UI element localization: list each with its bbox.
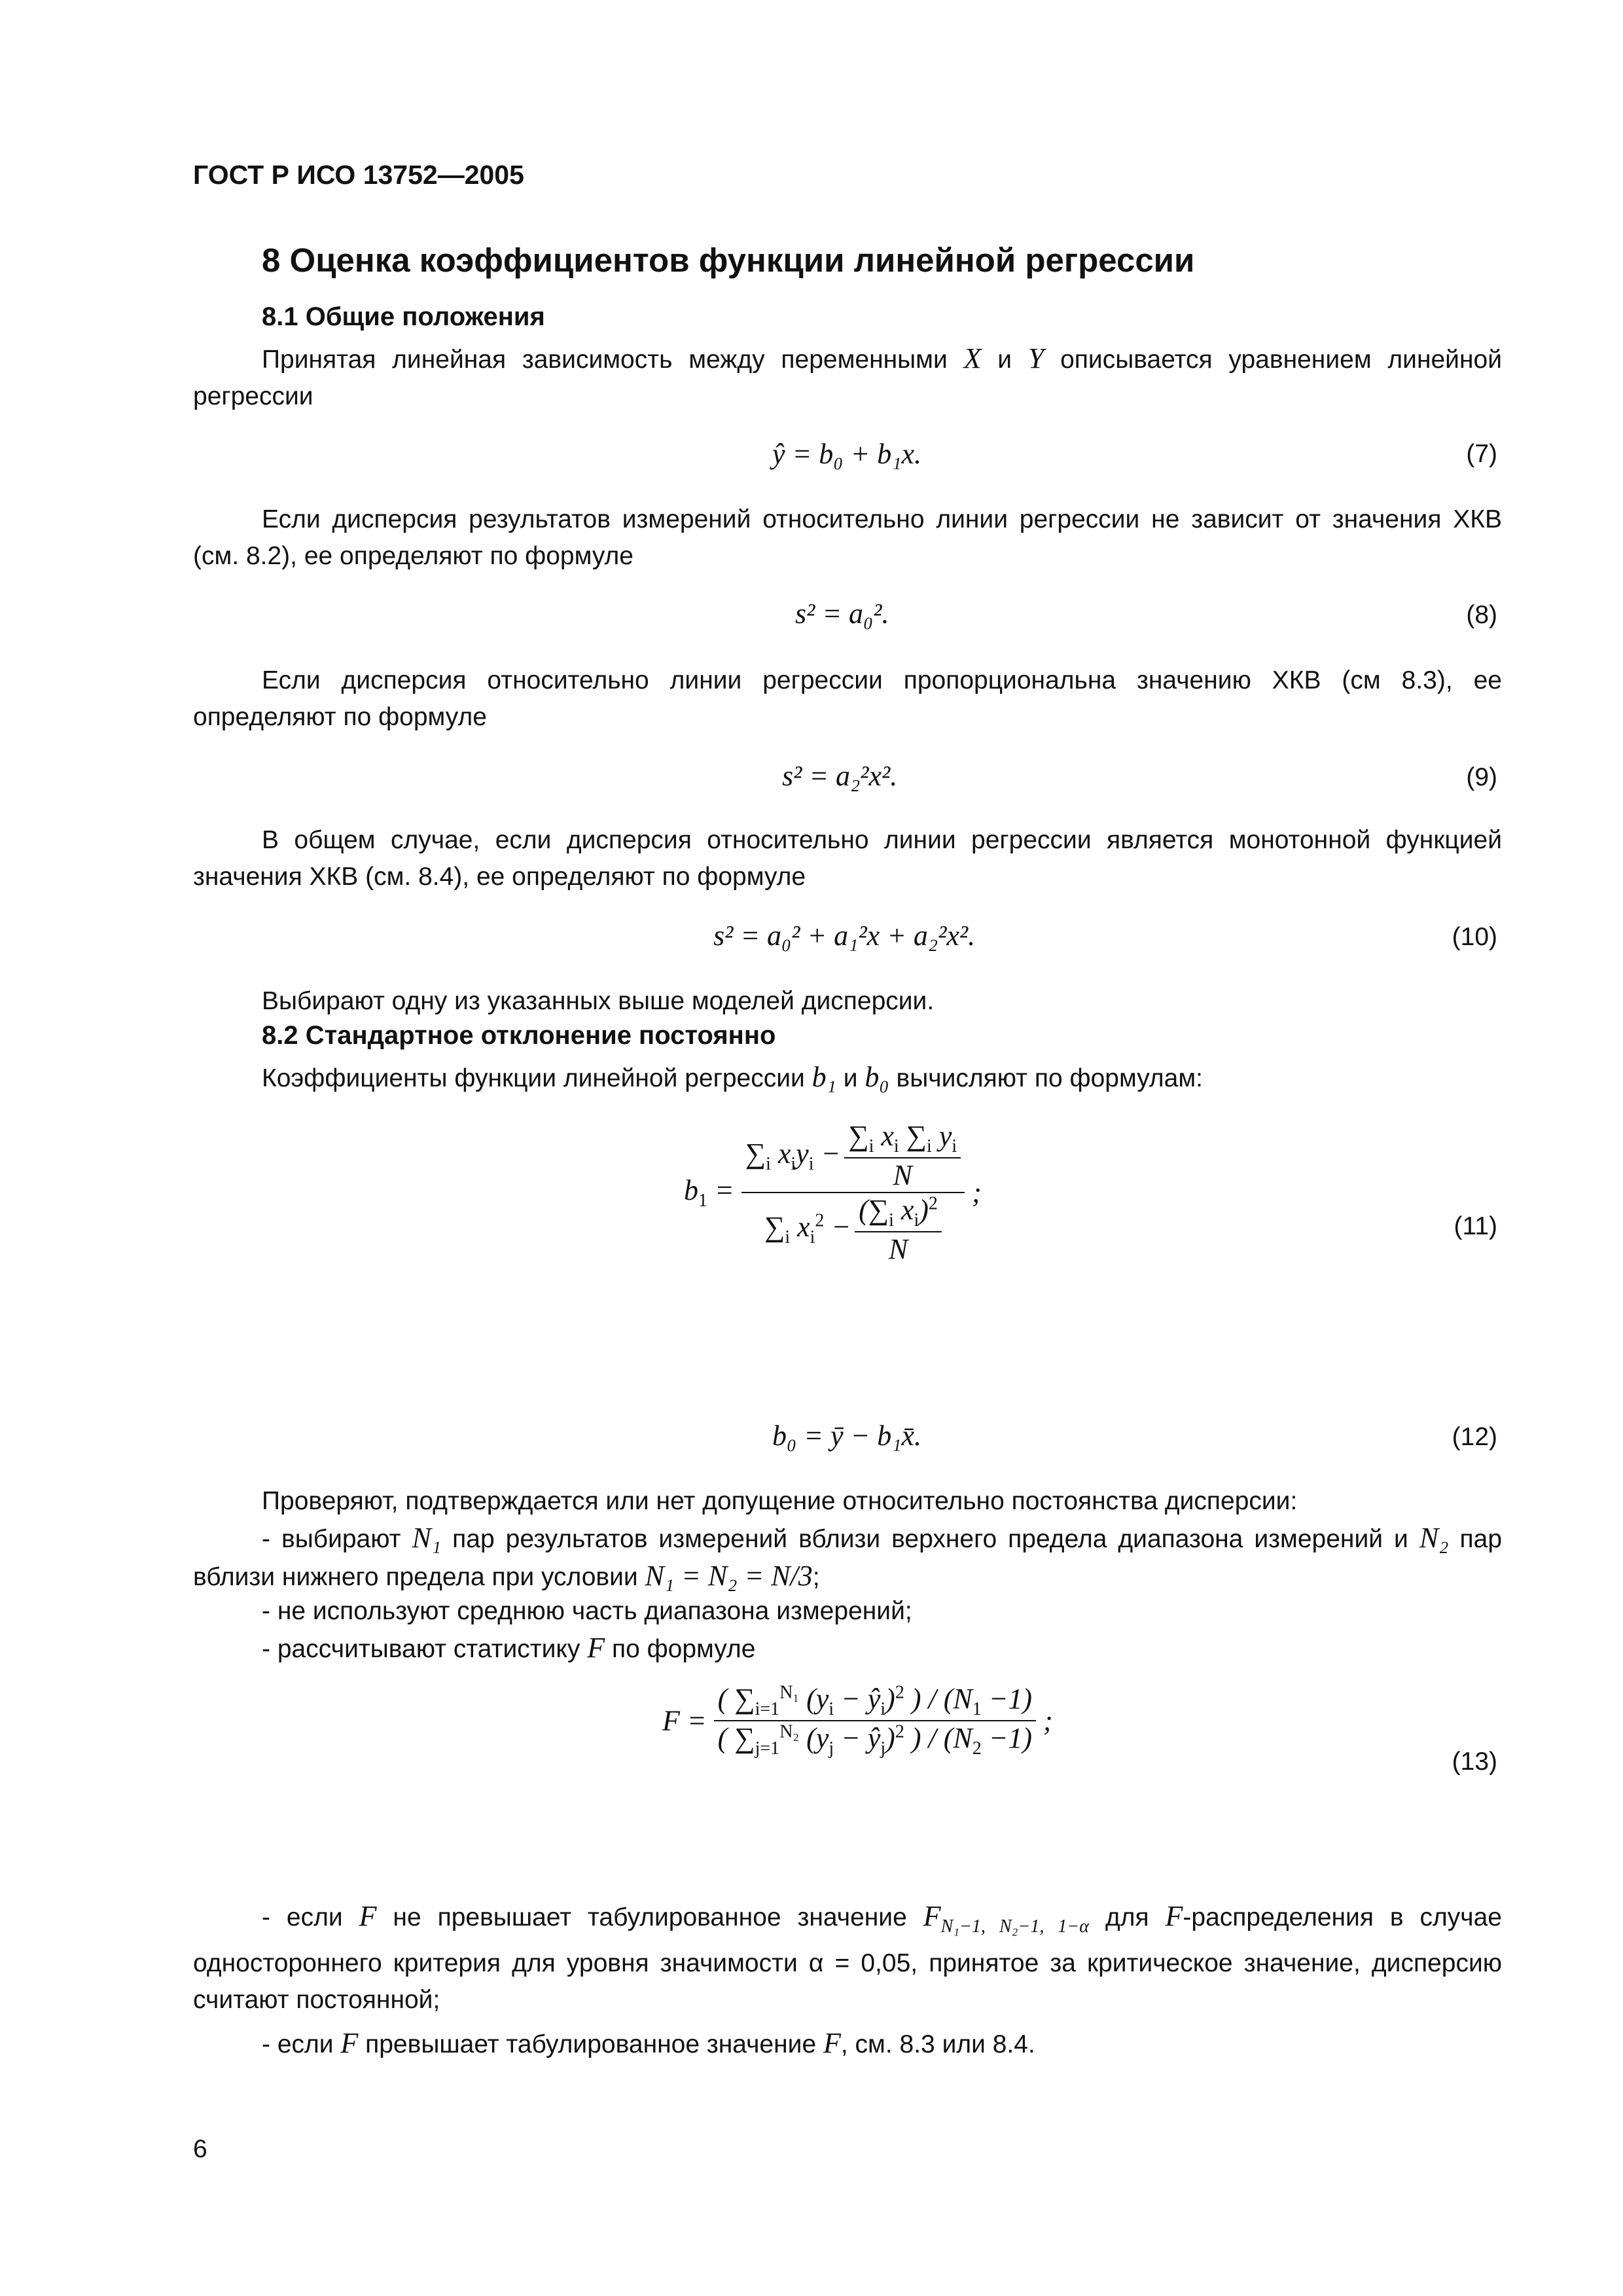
paragraph-variance-general: В общем случае, если дисперсия относительно линии регрессии является монотонной функцией значения ХКВ (см. 8.4), ее определяют по формуле (193, 826, 1502, 891)
bullet-compute-statistic: - рассчитывают статистику F по формуле (262, 1632, 756, 1664)
bullet-select-pairs: - выбирают N₁ пар результатов измерений вблизи верхнего предела диапазона измерений и N₂ пар вблизи нижнего предела при условии N₁ = N₂ = N/3; (193, 1522, 1503, 1592)
paragraph-8-1-intro: Принятая линейная зависимость между переменными X и Y описывается уравнением линейной регрессии (193, 342, 1502, 410)
equation-13: F = $\frac{( \sum_{i=1}^{N_1} (y_i - ŷ_i)^2 ) / (N_1 -1)}{( \sum_{j=1}^{N_2} (y_j - ŷ_j)^2 ) / (N_2 -1)}$ ; (662, 1682, 1053, 1759)
paragraph-check-assumption: Проверяют, подтверждается или нет допущение относительно постоянства дисперсии: (262, 1487, 1298, 1515)
paragraph-variance-constant: Если дисперсия результатов измерений относительно линии регрессии не зависит от значения ХКВ (см. 8.2), ее определяют по формуле (193, 505, 1502, 570)
page-number: 6 (193, 2135, 207, 2163)
equation-7: ŷ = b₀ + b₁x. (772, 438, 922, 470)
equation-9-number: (9) (1466, 763, 1497, 791)
paragraph-choose-model: Выбирают одну из указанных выше моделей дисперсии. (262, 987, 935, 1015)
equation-11-number: (11) (1454, 1212, 1497, 1240)
equation-12: b₀ = ȳ − b₁x̄. (772, 1420, 922, 1452)
equation-9: s² = a₂²x². (782, 760, 898, 792)
subsection-8-1-title: 8.1 Общие положения (262, 302, 545, 331)
equation-8-number: (8) (1466, 601, 1497, 629)
paragraph-variance-proportional: Если дисперсия относительно линии регрессии пропорциональна значению ХКВ (см 8.3), ее определяют по формуле (193, 666, 1502, 731)
section-title: 8 Оценка коэффициентов функции линейной регрессии (262, 242, 1195, 279)
equation-12-number: (12) (1452, 1423, 1497, 1451)
standard-header: ГОСТ Р ИСО 13752—2005 (193, 160, 524, 190)
equation-8: s² = a₀². (795, 598, 889, 630)
equation-11: $b_1$ = $\sum_i$ $x_iy_i$ − $\frac{\sum_i x_i \sum_i y_i}{N}$ $\sum_i$ $x_i^2$ − $\frac{(\sum_i x_i)^2}{N}$ ; (684, 1120, 982, 1265)
equation-10-number: (10) (1452, 923, 1497, 951)
equation-13-number: (13) (1452, 1748, 1497, 1776)
equation-7-number: (7) (1466, 440, 1497, 468)
bullet-skip-middle: - не используют среднюю часть диапазона измерений; (262, 1597, 912, 1625)
equation-10: s² = a₀² + a₁²x + a₂²x². (713, 920, 976, 952)
bullet-f-not-exceeds: - если F не превышает табулированное значение $F_{N_1-1, N_2-1, 1-\alpha}$ для F-распределения в случае одностороннего критерия для уровня значимости α = 0,05, принятое за критическое значение, дисперсию считают постоянной; (193, 1900, 1502, 2014)
bullet-f-exceeds: - если F превышает табулированное значение F, см. 8.3 или 8.4. (262, 2027, 1035, 2059)
subsection-8-2-title: 8.2 Стандартное отклонение постоянно (262, 1021, 776, 1050)
paragraph-coefficients: Коэффициенты функции линейной регрессии b₁ и b₀ вычисляют по формулам: (262, 1061, 1203, 1093)
